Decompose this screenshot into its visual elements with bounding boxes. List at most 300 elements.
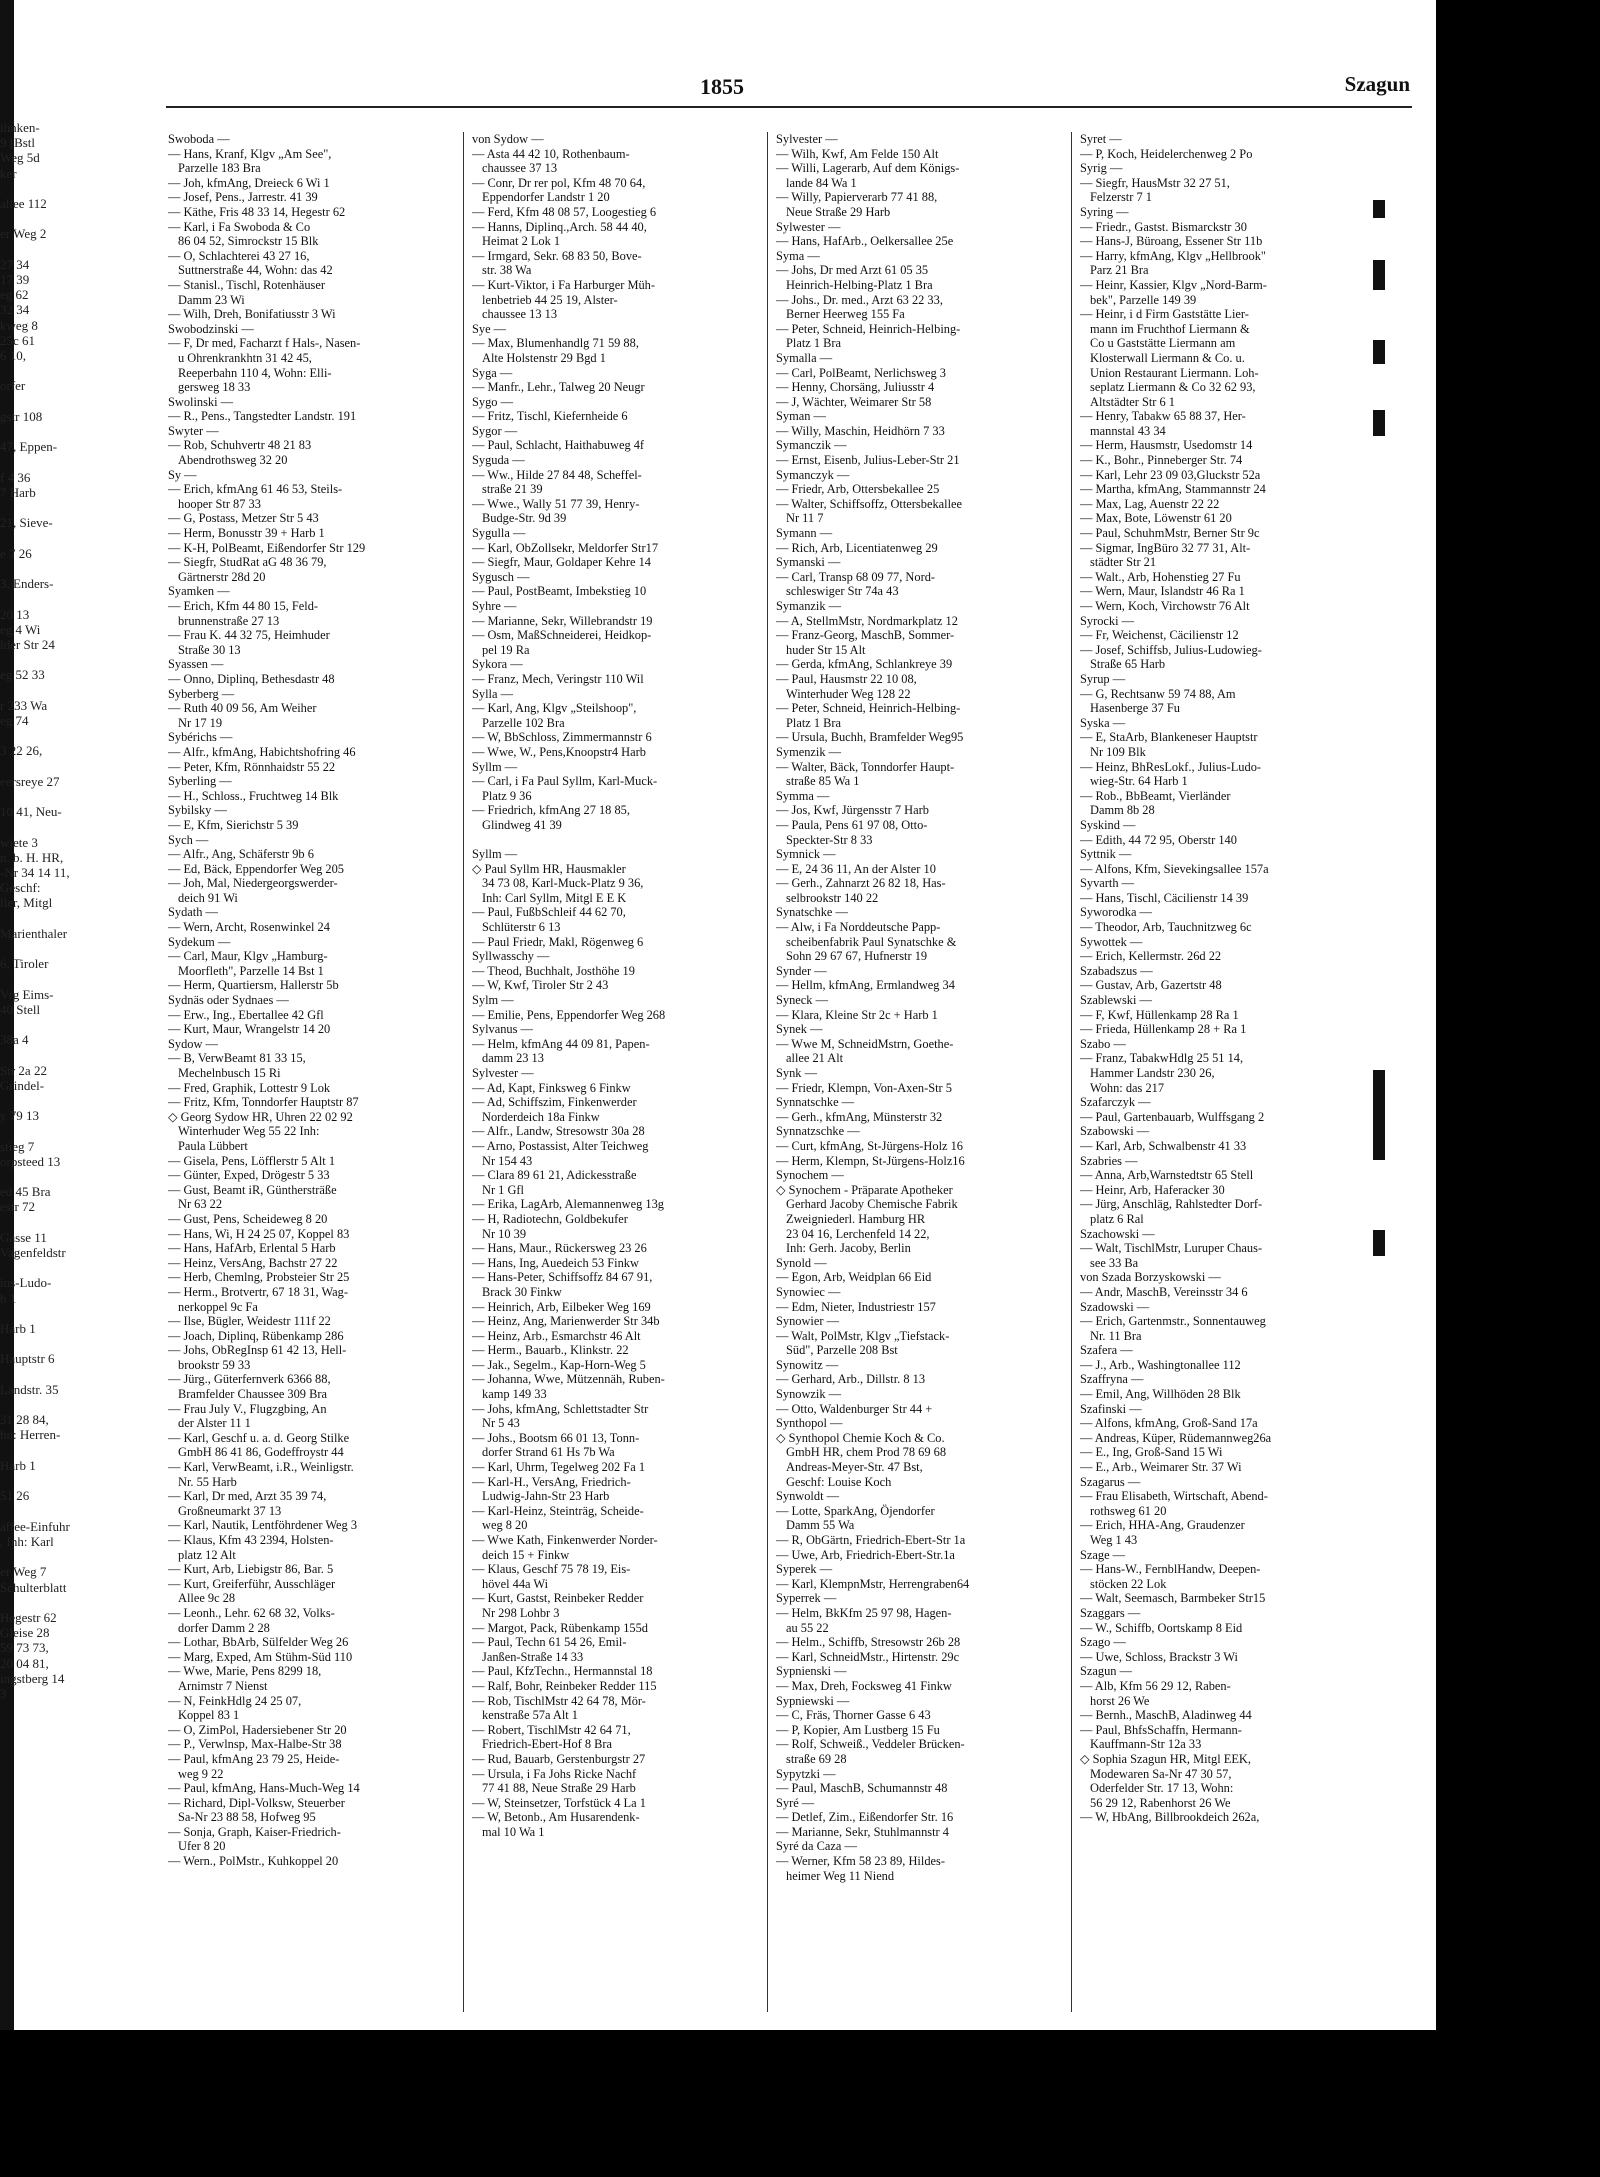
entry-continuation: Platz 1 Bra	[786, 336, 842, 351]
previous-page-line	[0, 971, 110, 986]
previous-page-line	[0, 530, 110, 545]
directory-entry: — Heinr, Kassier, Klgv „Nord-Barm-	[1080, 277, 1267, 292]
surname-heading: Synk —	[776, 1066, 817, 1080]
directory-entry: — Erich, HHA-Ang, Graudenzer	[1080, 1518, 1245, 1533]
surname-heading: Synatschke —	[776, 905, 848, 920]
directory-entry: — Rud, Bauarb, Gerstenburgstr 27	[472, 1751, 646, 1766]
previous-page-line: Harb 1	[0, 1457, 36, 1473]
entry-continuation: schleswiger Str 74a 43	[786, 584, 899, 599]
directory-entry: — Gust, Pens, Scheideweg 8 20	[168, 1211, 328, 1226]
surname-heading: Syneck —	[776, 993, 828, 1008]
directory-entry: — Paul Friedr, Makl, Rögenweg 6	[472, 934, 644, 949]
previous-page-line: Landstr. 35	[0, 1381, 59, 1397]
surname-heading: Sybérichs —	[168, 730, 233, 745]
entry-continuation: Nr 109 Blk	[1090, 744, 1146, 759]
directory-entry: — Marianne, Sekr, Willebrandstr 19	[472, 613, 653, 628]
directory-entry: — Kurt, Arb, Liebigstr 86, Bar. 5	[168, 1562, 334, 1577]
entry-continuation: selbrookstr 140 22	[786, 890, 879, 905]
surname-heading: Syllm —	[472, 847, 518, 862]
previous-page-line: 9 [Bstl	[0, 135, 36, 151]
surname-heading: Syassen —	[168, 657, 224, 672]
entry-continuation: Co u Gaststätte Liermann am	[1090, 336, 1236, 351]
directory-entry: — P, Koch, Heidelerchenweg 2 Po	[1080, 146, 1253, 161]
directory-entry: — Herb, Chemlng, Probsteier Str 25	[168, 1270, 350, 1285]
directory-entry: — Klaus, Geschf 75 78 19, Eis-	[472, 1562, 631, 1577]
directory-entry: ◇ Sophia Szagun HR, Mitgl EEK,	[1080, 1751, 1251, 1766]
directory-entry: — Hans-Peter, Schiffsoffz 84 67 91,	[472, 1270, 653, 1285]
edge-marks	[1373, 200, 1395, 1400]
previous-page-line: b 1	[0, 1290, 17, 1306]
column-divider	[463, 132, 464, 2012]
previous-page-line: 27 34	[0, 256, 30, 272]
directory-entry: — Joach, Diplinq, Rübenkamp 286	[168, 1328, 344, 1343]
directory-entry: — Paul, PostBeamt, Imbekstieg 10	[472, 584, 647, 599]
surname-heading: Sypniewski —	[776, 1693, 850, 1708]
surname-heading: Sy —	[168, 467, 197, 482]
surname-heading: Sylla —	[472, 686, 513, 701]
directory-entry: — G, Rechtsanw 59 74 88, Am	[1080, 686, 1236, 701]
surname-heading: Syman —	[776, 409, 826, 424]
entry-continuation: Weg 1 43	[1090, 1533, 1138, 1547]
entry-continuation: Nr 1 Gfl	[482, 1182, 524, 1197]
entry-continuation: Straße 30 13	[178, 642, 241, 657]
entry-continuation: Nr. 55 Harb	[178, 1474, 237, 1489]
directory-entry: — Karl, Ang, Klgv „Steilshoop",	[472, 701, 637, 716]
previous-page-line: r 233 Wa	[0, 697, 48, 713]
directory-entry: — Rolf, Schweiß., Veddeler Brücken-	[776, 1737, 965, 1752]
directory-entry: — Fritz, Tischl, Kiefernheide 6	[472, 409, 628, 424]
directory-entry: — Frieda, Hüllenkamp 28 + Ra 1	[1080, 1022, 1247, 1037]
previous-page-line	[0, 561, 110, 576]
directory-entry: — Heinr, i d Firm Gaststätte Lier-	[1080, 307, 1249, 322]
previous-page-line: Marienthaler	[0, 925, 68, 941]
previous-page-line: 6, Tiroler	[0, 956, 49, 972]
directory-entry: — Herm, Bonusstr 39 + Harb 1	[168, 526, 325, 541]
previous-page-line	[0, 1336, 110, 1351]
column-1	[168, 132, 456, 2022]
surname-heading: Szago —	[1080, 1635, 1126, 1650]
directory-entry: — Alfr., Ang, Schäferstr 9b 6	[168, 847, 314, 862]
surname-heading: Syperrek —	[776, 1591, 837, 1606]
directory-entry: — Franz-Georg, MaschB, Sommer-	[776, 628, 955, 643]
directory-entry: — Paul, FußbSchleif 44 62 70,	[472, 905, 626, 920]
entry-continuation: gersweg 18 33	[178, 380, 251, 395]
directory-entry: — Wern, Archt, Rosenwinkel 24	[168, 920, 330, 935]
directory-entry: — Heinz, Arb., Esmarchstr 46 Alt	[472, 1328, 641, 1343]
previous-page-line: eg 4 Wi	[0, 621, 41, 637]
directory-entry: — Karl-H., VersAng, Friedrich-	[472, 1474, 631, 1489]
directory-entry: — Karl, Lehr 23 09 03,Gluckstr 52a	[1080, 467, 1261, 482]
directory-entry: — Ed, Bäck, Eppendorfer Weg 205	[168, 861, 344, 876]
surname-heading: Syllm —	[472, 759, 518, 774]
entry-continuation: stöcken 22 Lok	[1090, 1576, 1167, 1591]
directory-entry: — R., Pens., Tangstedter Landstr. 191	[168, 409, 357, 424]
surname-heading: Syttnik —	[1080, 847, 1132, 862]
directory-entry: — Conr, Dr rer pol, Kfm 48 70 64,	[472, 175, 646, 190]
directory-entry: — Sigmar, IngBüro 32 77 31, Alt-	[1080, 540, 1251, 555]
directory-entry: — Wwe Kath, Finkenwerder Norder-	[472, 1533, 658, 1547]
surname-heading: Szabadszus —	[1080, 963, 1153, 978]
surname-heading: Sylwester —	[776, 219, 841, 234]
directory-entry: — Friedr., Gastst. Bismarckstr 30	[1080, 219, 1247, 234]
previous-page-line	[0, 1595, 110, 1610]
directory-entry: — J., Arb., Washingtonallee 112	[1080, 1357, 1241, 1372]
directory-entry: — Paul, Gartenbauarb, Wulffsgang 2	[1080, 1109, 1265, 1124]
surname-heading: Syguda —	[472, 453, 525, 468]
directory-page	[110, 40, 1436, 2030]
previous-page-line	[0, 211, 110, 226]
directory-entry: — Josef, Schiffsb, Julius-Ludowieg-	[1080, 642, 1262, 657]
previous-page-line: Str 2a 22	[0, 1062, 47, 1078]
entry-continuation: Nr 17 19	[178, 715, 223, 730]
column-3	[776, 132, 1064, 2022]
surname-heading: Sygulla —	[472, 526, 526, 541]
entry-continuation: mal 10 Wa 1	[482, 1824, 545, 1839]
directory-entry: — Helm, BkKfm 25 97 98, Hagen-	[776, 1605, 952, 1620]
surname-heading: Syma —	[776, 248, 820, 263]
entry-continuation: Moorfleth", Parzelle 14 Bst 1	[178, 963, 324, 978]
entry-continuation: weg 8 20	[482, 1518, 528, 1533]
entry-continuation: Union Restaurant Liermann. Loh-	[1090, 365, 1259, 380]
directory-entry: — Erich, Kellermstr. 26d 22	[1080, 949, 1222, 964]
directory-entry: — Kurt-Viktor, i Fa Harburger Müh-	[472, 277, 655, 292]
directory-entry: — Alb, Kfm 56 29 12, Raben-	[1080, 1678, 1231, 1693]
entry-continuation: damm 23 13	[482, 1051, 544, 1066]
directory-entry: — Marg, Exped, Am Stühm-Süd 110	[168, 1649, 353, 1664]
directory-entry: — E., Arb., Weimarer Str. 37 Wi	[1080, 1460, 1242, 1475]
previous-page-line	[0, 1549, 110, 1564]
surname-heading: Synochem —	[776, 1168, 844, 1183]
previous-page-line: 20 04 81,	[0, 1655, 49, 1671]
directory-entry: — Helm, kfmAng 44 09 81, Papen-	[472, 1036, 650, 1051]
directory-entry: — Hellm, kfmAng, Ermlandweg 34	[776, 978, 955, 993]
directory-entry: — Andr, MaschB, Vereinsstr 34 6	[1080, 1284, 1248, 1299]
directory-entry: — Curt, kfmAng, St-Jürgens-Holz 16	[776, 1138, 963, 1153]
entry-continuation: Winterhuder Weg 55 22 Inh:	[178, 1124, 320, 1139]
previous-page-line: ingstberg 14	[0, 1670, 65, 1686]
surname-heading: Syhre —	[472, 599, 517, 613]
entry-continuation: heimer Weg 11 Niend	[786, 1868, 895, 1883]
directory-entry: — Heinz, VersAng, Bachstr 27 22	[168, 1255, 338, 1270]
entry-continuation: kamp 149 33	[482, 1387, 547, 1402]
entry-continuation: Hasenberge 37 Fu	[1090, 701, 1180, 716]
directory-entry: — Rich, Arb, Licentiatenweg 29	[776, 540, 938, 555]
directory-entry: — Emil, Ang, Willhöden 28 Blk	[1080, 1387, 1241, 1402]
directory-entry: — Günter, Exped, Drögestr 5 33	[168, 1168, 330, 1183]
directory-entry: — Hans, Kranf, Klgv „Am See",	[168, 146, 332, 161]
surname-heading: Szagun —	[1080, 1664, 1132, 1679]
previous-page-line: wiete 3	[0, 834, 38, 850]
previous-page-line: 25c 61	[0, 332, 36, 348]
directory-entry: — K., Bohr., Pinneberger Str. 74	[1080, 453, 1243, 468]
directory-entry: — Wwe, W., Pens,Knoopstr4 Harb	[472, 744, 646, 759]
directory-entry: — Karl, Nautik, Lentföhrdener Weg 3	[168, 1518, 358, 1533]
surname-heading: Sydow —	[168, 1036, 218, 1051]
directory-entry: — Margot, Pack, Rübenkamp 155d	[472, 1620, 648, 1635]
directory-entry: — Henry, Tabakw 65 88 37, Her-	[1080, 409, 1246, 424]
previous-page-line: ius-Ludo-	[0, 1275, 52, 1291]
directory-entry: ◇ Synochem - Präparate Apotheker	[776, 1182, 953, 1197]
directory-entry: — Paul, Schlacht, Haithabuweg 4f	[472, 438, 645, 453]
surname-heading: Sygor —	[472, 423, 518, 438]
entry-continuation: GmbH 86 41 86, Godeffroystr 44	[178, 1445, 344, 1460]
surname-heading: von Szada Borzyskowski —	[1080, 1270, 1221, 1285]
directory-entry: — Ralf, Bohr, Reinbeker Redder 115	[472, 1678, 657, 1693]
previous-page-line: Geschf:	[0, 880, 41, 896]
surname-heading: Symann —	[776, 526, 833, 541]
previous-page-line	[0, 591, 110, 606]
entry-continuation: Gerhard Jacoby Chemische Fabrik	[786, 1197, 958, 1212]
directory-entry: — Fred, Graphik, Lottestr 9 Lok	[168, 1080, 331, 1095]
entry-continuation: Ufer 8 20	[178, 1839, 226, 1854]
directory-entry: — Frau Elisabeth, Wirtschaft, Abend-	[1080, 1489, 1268, 1504]
entry-continuation: Nr. 11 Bra	[1090, 1328, 1142, 1343]
directory-entry: — Peter, Schneid, Heinrich-Helbing-	[776, 701, 961, 716]
previous-page-line: n. b. H. HR,	[0, 849, 64, 865]
entry-continuation: Ludwig-Jahn-Str 23 Harb	[482, 1489, 610, 1504]
directory-entry: — Gisela, Pens, Löfflerstr 5 Alt 1	[168, 1153, 336, 1168]
directory-entry: — Gerda, kfmAng, Schlankreye 39	[776, 657, 953, 672]
directory-entry: — B, VerwBeamt 81 33 15,	[168, 1051, 306, 1066]
entry-continuation: Felzerstr 7 1	[1090, 190, 1152, 205]
entry-continuation: brookstr 59 33	[178, 1357, 251, 1372]
directory-entry: — Hans-W., FernblHandw, Deepen-	[1080, 1562, 1261, 1577]
directory-entry: — Max, Blumenhandlg 71 59 88,	[472, 336, 639, 351]
directory-entry: — W., Schiffb, Oortskamp 8 Eid	[1080, 1620, 1243, 1635]
directory-entry: — Clara 89 61 21, Adickesstraße	[472, 1168, 637, 1183]
directory-entry: — G, Postass, Metzer Str 5 43	[168, 511, 319, 526]
surname-heading: Syrup —	[1080, 671, 1126, 686]
directory-entry: — Karl-Heinz, Steinträg, Scheide-	[472, 1503, 644, 1518]
column-2	[472, 132, 760, 2022]
surname-heading: Szadowski —	[1080, 1299, 1150, 1314]
surname-heading: Synthopol —	[776, 1416, 843, 1431]
entry-continuation: Straße 65 Harb	[1090, 657, 1166, 672]
surname-heading: Symanczyk —	[776, 467, 850, 482]
directory-entry: ◇ Synthopol Chemie Koch & Co.	[776, 1430, 945, 1445]
directory-entry: — Friedr, Arb, Ottersbekallee 25	[776, 482, 940, 497]
directory-entry: — Karl, ObZollsekr, Meldorfer Str17	[472, 540, 659, 555]
previous-page-line: Weg 5d	[0, 150, 40, 166]
entry-continuation: hövel 44a Wi	[482, 1576, 549, 1591]
surname-heading: Swoboda —	[168, 132, 230, 146]
directory-entry: ◇ Paul Syllm HR, Hausmakler	[472, 861, 626, 876]
surname-heading: Syret —	[1080, 132, 1122, 146]
directory-entry: — Peter, Schneid, Heinrich-Helbing-	[776, 321, 961, 336]
surname-heading: Syga —	[472, 365, 513, 380]
directory-entry: — Erich, Gartenmstr., Sonnentauweg	[1080, 1314, 1266, 1329]
surname-heading: Sybilsky —	[168, 803, 227, 818]
entry-continuation: allee 21 Alt	[786, 1051, 844, 1066]
directory-entry: — Walt, Seemasch, Barmbeker Str15	[1080, 1591, 1266, 1606]
directory-entry: — Lotte, SparkAng, Öjendorfer	[776, 1503, 935, 1518]
previous-page-line: affee-Einfuhr	[0, 1518, 70, 1534]
previous-page-line: 7 Harb	[0, 484, 36, 500]
previous-page-line: eg 74	[0, 712, 29, 728]
surname-heading: Synowzik —	[776, 1387, 842, 1402]
directory-entry: — Karl, Dr med, Arzt 35 39 74,	[168, 1489, 327, 1504]
previous-page-line: 3, Enders-	[0, 576, 54, 592]
directory-entry: — Richard, Dipl-Volksw, Steuerber	[168, 1795, 345, 1810]
surname-heading: Szabowski —	[1080, 1124, 1150, 1139]
previous-page-line: Vagenfeldstr	[0, 1245, 66, 1261]
directory-entry: — Wwe., Wally 51 77 39, Henry-	[472, 496, 640, 511]
previous-page-line: 10 41, Neu-	[0, 804, 62, 820]
running-headword: Szagun	[1344, 72, 1410, 96]
entry-continuation: 56 29 12, Rabenhorst 26 We	[1090, 1795, 1231, 1810]
directory-entry: — Hans, Wi, H 24 25 07, Koppel 83	[168, 1226, 350, 1241]
directory-entry: — Joh, Mal, Niedergeorgswerder-	[168, 876, 338, 891]
directory-entry: — Rob., BbBeamt, Vierländer	[1080, 788, 1231, 803]
previous-page-line	[0, 1367, 110, 1382]
entry-continuation: Sohn 29 67 67, Hufnerstr 19	[786, 949, 928, 964]
directory-entry: — Peter, Kfm, Rönnhaidstr 55 22	[168, 759, 336, 774]
directory-entry: — Hans-J, Büroang, Essener Str 11b	[1080, 234, 1263, 249]
surname-heading: Syré da Caza —	[776, 1839, 857, 1854]
previous-page-line: Gleise 28	[0, 1625, 50, 1641]
directory-entry: — Herm, Quartiersm, Hallerstr 5b	[168, 978, 339, 993]
entry-continuation: Parzelle 102 Bra	[482, 715, 565, 730]
directory-entry: — Egon, Arb, Weidplan 66 Eid	[776, 1270, 932, 1285]
surname-heading: Syberberg —	[168, 686, 235, 701]
previous-page-line	[0, 1215, 110, 1230]
directory-entry: — Paula, Pens 61 97 08, Otto-	[776, 817, 928, 832]
entry-continuation: chaussee 13 13	[482, 307, 558, 322]
previous-page-line: orfer	[0, 378, 26, 394]
directory-entry: — Alw, i Fa Norddeutsche Papp-	[776, 920, 941, 935]
directory-entry: — Karl, KlempnMstr, Herrengraben64	[776, 1576, 970, 1591]
directory-entry: — Jürg, Anschläg, Rahlstedter Dorf-	[1080, 1197, 1263, 1212]
entry-continuation: Nr 63 22	[178, 1197, 223, 1212]
directory-entry: — Johanna, Wwe, Mützennäh, Ruben-	[472, 1372, 665, 1387]
entry-continuation: Glindweg 41 39	[482, 817, 562, 832]
entry-continuation: Speckter-Str 8 33	[786, 832, 873, 847]
directory-entry: — Ursula, Buchh, Bramfelder Weg95	[776, 730, 964, 745]
directory-entry: — Siegfr, HausMstr 32 27 51,	[1080, 175, 1230, 190]
entry-continuation: Kauffmann-Str 12a 33	[1090, 1737, 1202, 1752]
entry-continuation: Altstädter Str 6 1	[1090, 394, 1176, 409]
directory-entry: — Detlef, Zim., Eißendorfer Str. 16	[776, 1810, 954, 1825]
directory-entry: — W, HbAng, Billbrookdeich 262a,	[1080, 1810, 1260, 1825]
directory-entry: — Wilh, Dreh, Bonifatiusstr 3 Wi	[168, 307, 336, 322]
page-header	[110, 40, 1436, 100]
directory-entry: — Herm, Klempn, St-Jürgens-Holz16	[776, 1153, 965, 1168]
entry-continuation: dorfer Damm 2 28	[178, 1620, 270, 1635]
previous-page-line	[0, 500, 110, 515]
directory-entry: — Alfons, kfmAng, Groß-Sand 17a	[1080, 1416, 1258, 1431]
previous-page-line: er Weg 2	[0, 226, 47, 242]
directory-entry: — Helm., Schiffb, Stresowstr 26b 28	[776, 1635, 961, 1650]
entry-continuation: Norderdeich 18a Finkw	[482, 1109, 600, 1124]
directory-entry: — Max, Dreh, Focksweg 41 Finkw	[776, 1678, 952, 1693]
surname-heading: Swolinski —	[168, 394, 234, 409]
previous-page-line: lder Str 24	[0, 636, 55, 652]
entry-continuation: str. 38 Wa	[482, 263, 532, 278]
directory-entry: — E, StaArb, Blankeneser Hauptstr	[1080, 730, 1258, 745]
entry-continuation: Wohn: das 217	[1090, 1080, 1165, 1095]
previous-page-line	[0, 683, 110, 698]
directory-entry: — N, FeinkHdlg 24 25 07,	[168, 1693, 302, 1708]
directory-entry: — Hans, Maur., Rückersweg 23 26	[472, 1241, 647, 1256]
directory-entry: — E, Kfm, Sierichstr 5 39	[168, 817, 299, 832]
directory-entry: — Alfr., kfmAng, Habichtshofring 46	[168, 744, 356, 759]
previous-page-line: 21, Sieve-	[0, 515, 53, 531]
directory-entry: — Fr, Weichenst, Cäcilienstr 12	[1080, 628, 1239, 643]
surname-heading: Symma —	[776, 788, 830, 803]
surname-heading: Sylm —	[472, 993, 514, 1008]
directory-entry: — P., Verwlnsp, Max-Halbe-Str 38	[168, 1737, 342, 1752]
directory-entry: — Asta 44 42 10, Rothenbaum-	[472, 146, 630, 161]
directory-entry: — W, Betonb., Am Husarendenk-	[472, 1810, 640, 1825]
directory-entry: — Andreas, Küper, Rüdemannweg26a	[1080, 1430, 1272, 1445]
directory-entry: — W, Kwf, Tiroler Str 2 43	[472, 978, 609, 993]
directory-entry: — Wilh, Kwf, Am Felde 150 Alt	[776, 146, 939, 161]
entry-continuation: Arnimstr 7 Nienst	[178, 1678, 268, 1693]
entry-continuation: Platz 1 Bra	[786, 715, 842, 730]
previous-page-line: eersreye 27	[0, 773, 60, 789]
previous-page-line: 31 28 84,	[0, 1412, 49, 1428]
directory-entry: — Karl, SchneidMstr., Hirtenstr. 29c	[776, 1649, 960, 1664]
previous-page-line	[0, 652, 110, 667]
previous-page-line: Hauptstr 6	[0, 1351, 55, 1367]
previous-page-line: , Inh: Karl	[0, 1533, 54, 1549]
directory-entry: — Hans, HafArb, Erlental 5 Harb	[168, 1241, 336, 1256]
entry-continuation: Modewaren Sa-Nr 47 30 57,	[1090, 1766, 1232, 1781]
directory-entry: — Wwe M, SchneidMstrn, Goethe-	[776, 1036, 954, 1051]
entry-continuation: au 55 22	[786, 1620, 829, 1635]
directory-entry: — A, StellmMstr, Nordmarkplatz 12	[776, 613, 958, 628]
directory-entry: — R, ObGärtn, Friedrich-Ebert-Str 1a	[776, 1533, 966, 1547]
directory-entry	[472, 833, 760, 848]
surname-heading: Symanczik —	[776, 438, 847, 453]
directory-entry: — Willy, Papierverarb 77 41 88,	[776, 190, 938, 205]
previous-page-line: stieg 7	[0, 1138, 35, 1154]
directory-entry: — H, Radiotechn, Goldbekufer	[472, 1211, 628, 1226]
directory-entry: — Wwe, Marie, Pens 8299 18,	[168, 1664, 322, 1679]
previous-page-line: 38a 4	[0, 1032, 29, 1048]
directory-entry: ◇ Georg Sydow HR, Uhren 22 02 92	[168, 1109, 353, 1124]
directory-entry: — Rob, TischlMstr 42 64 78, Mör-	[472, 1693, 646, 1708]
surname-heading: Syworodka —	[1080, 905, 1152, 920]
entry-continuation: Neue Straße 29 Harb	[786, 204, 891, 219]
directory-entry: — Johs., Dr. med., Arzt 63 22 33,	[776, 292, 943, 307]
entry-continuation: Koppel 83 1	[178, 1708, 240, 1723]
page-number: 1855	[700, 74, 744, 99]
surname-heading: Szagarus —	[1080, 1474, 1141, 1489]
directory-entry: — Gerh., Zahnarzt 26 82 18, Has-	[776, 876, 946, 891]
directory-entry: — Uwe, Schloss, Brackstr 3 Wi	[1080, 1649, 1238, 1664]
surname-heading: Symnick —	[776, 847, 836, 862]
surname-heading: Sypytzki —	[776, 1766, 836, 1781]
previous-page-line: 17 39	[0, 272, 30, 288]
directory-entry: — Johs., Bootsm 66 01 13, Tonn-	[472, 1430, 640, 1445]
entry-continuation: Nr 11 7	[786, 511, 824, 526]
entry-continuation: Abendrothsweg 32 20	[178, 453, 288, 468]
directory-entry: — Paul, Techn 61 54 26, Emil-	[472, 1635, 627, 1650]
directory-entry: — Frau K. 44 32 75, Heimhuder	[168, 628, 330, 643]
entry-continuation: 86 04 52, Simrockstr 15 Blk	[178, 234, 319, 249]
directory-entry: — Paul, kfmAng, Hans-Much-Weg 14	[168, 1781, 360, 1796]
directory-entry: — Kurt, Maur, Wrangelstr 14 20	[168, 1022, 331, 1037]
surname-heading: Symenzik —	[776, 744, 842, 759]
entry-continuation: straße 69 28	[786, 1751, 847, 1766]
directory-entry: — Marianne, Sekr, Stuhlmannstr 4	[776, 1824, 949, 1839]
surname-heading: Syskind —	[1080, 817, 1136, 832]
surname-heading: Synnatzschke —	[776, 1124, 860, 1139]
directory-entry: — Walt, TischlMstr, Luruper Chaus-	[1080, 1241, 1263, 1256]
directory-entry: — Sonja, Graph, Kaiser-Friedrich-	[168, 1824, 341, 1839]
previous-page-line	[0, 1473, 110, 1488]
